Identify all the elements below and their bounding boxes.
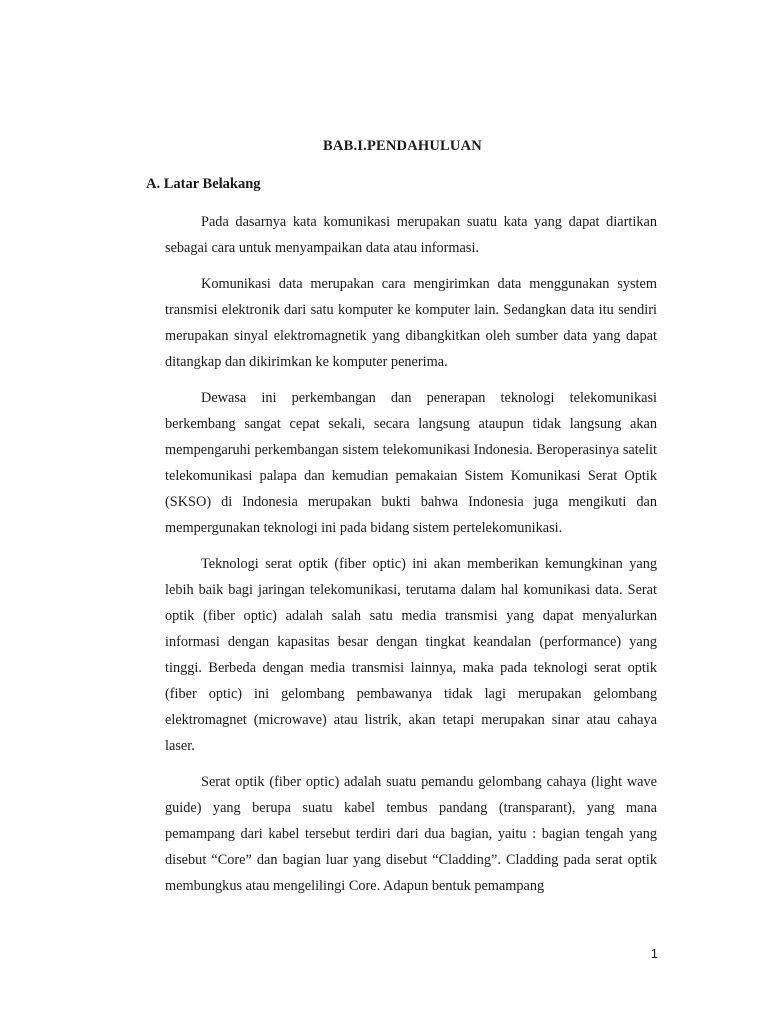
paragraph: Serat optik (fiber optic) adalah suatu pemandu gelombang cahaya (light wave guide) yang berupa suatu kabel tembus pandang (transparant), yang mana pemampang dari kabel tersebut terdiri dari dua bagian, yaitu : bagian tengah yang disebut “Core” dan bagian luar yang disebut “Cladding”. Cladding pada serat optik membungkus atau mengelilingi Core. Adapun bentuk pemampang xyxy=(165,774,657,894)
section-heading: A. Latar Belakang xyxy=(146,176,261,192)
paragraph: Teknologi serat optik (fiber optic) ini akan memberikan kemungkinan yang lebih baik bagi jaringan telekomunikasi, terutama dalam hal komunikasi data. Serat optik (fiber optic) adalah salah satu media transmisi yang dapat menyalurkan informasi dengan kapasitas besar dengan tingkat keandalan (performance) yang tinggi. Berbeda dengan media transmisi lainnya, maka pada teknologi serat optik (fiber optic) ini gelombang pembawanya tidak lagi merupakan gelombang elektromagnet (microwave) atau listrik, akan tetapi merupakan sinar atau cahaya laser. xyxy=(165,556,657,754)
body-text xyxy=(165,209,657,909)
paragraph: Komunikasi data merupakan cara mengirimkan data menggunakan system transmisi elektronik dari satu komputer ke komputer lain. Sedangkan data itu sendiri merupakan sinyal elektromagnetik yang dibangkitkan oleh sumber data yang dapat ditangkap dan dikirimkan ke komputer penerima. xyxy=(165,276,657,370)
paragraph: Dewasa ini perkembangan dan penerapan teknologi telekomunikasi berkembang sangat cepat sekali, secara langsung ataupun tidak langsung akan mempengaruhi perkembangan sistem telekomunikasi Indonesia. Beroperasinya satelit telekomunikasi palapa dan kemudian pemakaian Sistem Komunikasi Serat Optik (SKSO) di Indonesia merupakan bukti bahwa Indonesia juga mengikuti dan mempergunakan teknologi ini pada bidang sistem pertelekomunikasi. xyxy=(165,390,657,536)
chapter-title: BAB.I.PENDAHULUAN xyxy=(323,138,482,154)
paragraph: Pada dasarnya kata komunikasi merupakan suatu kata yang dapat diartikan sebagai cara untuk menyampaikan data atau informasi. xyxy=(165,214,657,256)
page-number: 1 xyxy=(650,946,658,961)
